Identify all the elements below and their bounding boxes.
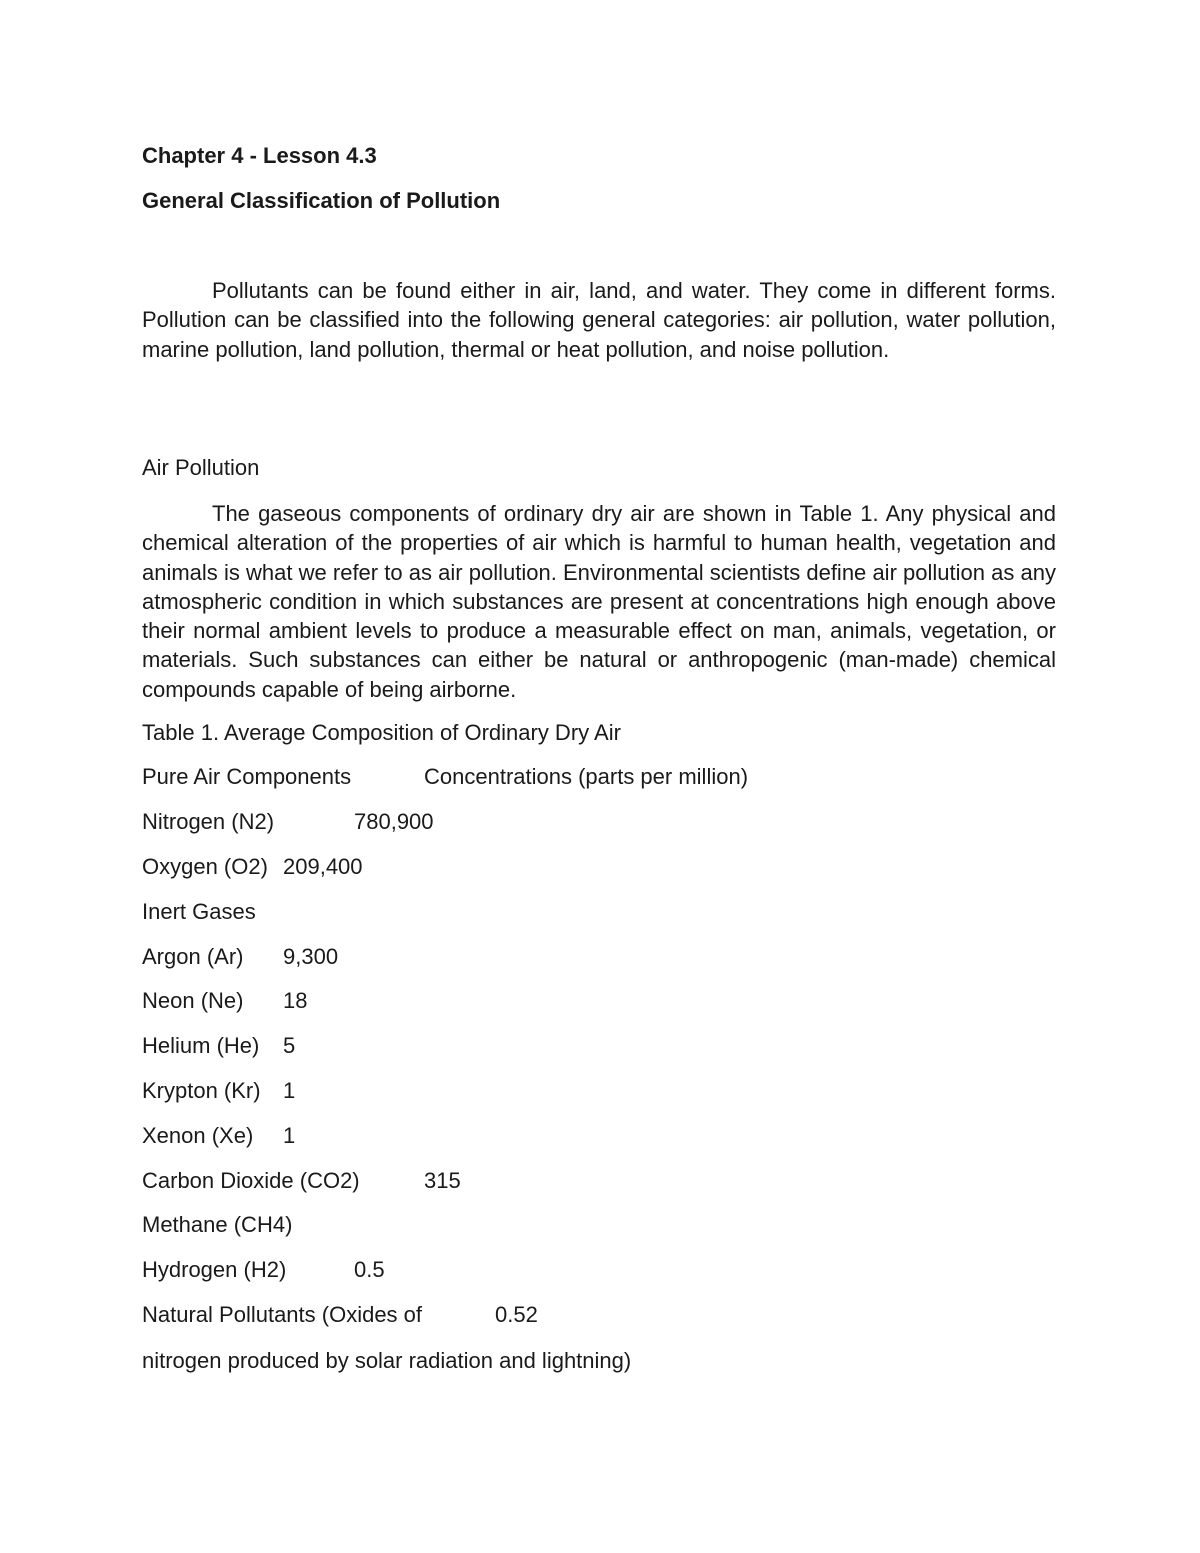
table-row-value: 18	[283, 988, 308, 1013]
table-row-value: 209,400	[283, 854, 363, 879]
table-footer-line: nitrogen produced by solar radiation and lightning)	[142, 1348, 632, 1373]
table-row-name: Methane (CH4)	[142, 1212, 293, 1237]
table-row-name: Xenon (Xe)	[142, 1123, 254, 1148]
table-row-name: Hydrogen (H2)	[142, 1257, 287, 1282]
table-row-name: Krypton (Kr)	[142, 1078, 261, 1103]
intro-paragraph: Pollutants can be found either in air, land, and water. They come in different forms. Pollution can be classified into the following general categories: air pollution, water pollution, marine pollution, land pollution, thermal or heat pollution, and noise pollution.	[142, 278, 1056, 362]
table-col2-header: Concentrations (parts per million)	[424, 764, 749, 789]
table-row-name: Oxygen (O2)	[142, 854, 268, 879]
table-row-name: Helium (He)	[142, 1033, 260, 1058]
table-caption: Table 1. Average Composition of Ordinary Dry Air	[142, 720, 621, 745]
table-row-value: 9,300	[283, 944, 339, 969]
table-row-value: 315	[424, 1168, 461, 1193]
air-pollution-paragraph: The gaseous components of ordinary dry air are shown in Table 1. Any physical and chemical alteration of the properties of air which is harmful to human health, vegetation and animals is what we refer to as air pollution. Environmental scientists define air pollution as any atmospheric condition in which substances are present at concentrations high enough above their normal ambient levels to produce a measurable effect on man, animals, vegetation, or materials. Such substances can either be natural or anthropogenic (man-made) chemical compounds capable of being airborne.	[142, 501, 1056, 702]
table-row-name: Inert Gases	[142, 899, 256, 924]
table-row-name: Neon (Ne)	[142, 988, 244, 1013]
table-row-name: Argon (Ar)	[142, 944, 244, 969]
table-row-value: 0.52	[495, 1302, 538, 1327]
table-row-name: Carbon Dioxide (CO2)	[142, 1168, 360, 1193]
table-row-value: 1	[283, 1123, 296, 1148]
lesson-title: General Classification of Pollution	[142, 188, 501, 213]
chapter-title: Chapter 4 - Lesson 4.3	[142, 143, 377, 168]
air-pollution-heading: Air Pollution	[142, 455, 260, 480]
table-col1-header: Pure Air Components	[142, 764, 352, 789]
table-row-value: 780,900	[354, 809, 434, 834]
table-row-value: 1	[283, 1078, 296, 1103]
table-row-name: Natural Pollutants (Oxides of	[142, 1302, 423, 1327]
table-row-value: 0.5	[354, 1257, 385, 1282]
table-row-name: Nitrogen (N2)	[142, 809, 275, 834]
table-row-value: 5	[283, 1033, 296, 1058]
